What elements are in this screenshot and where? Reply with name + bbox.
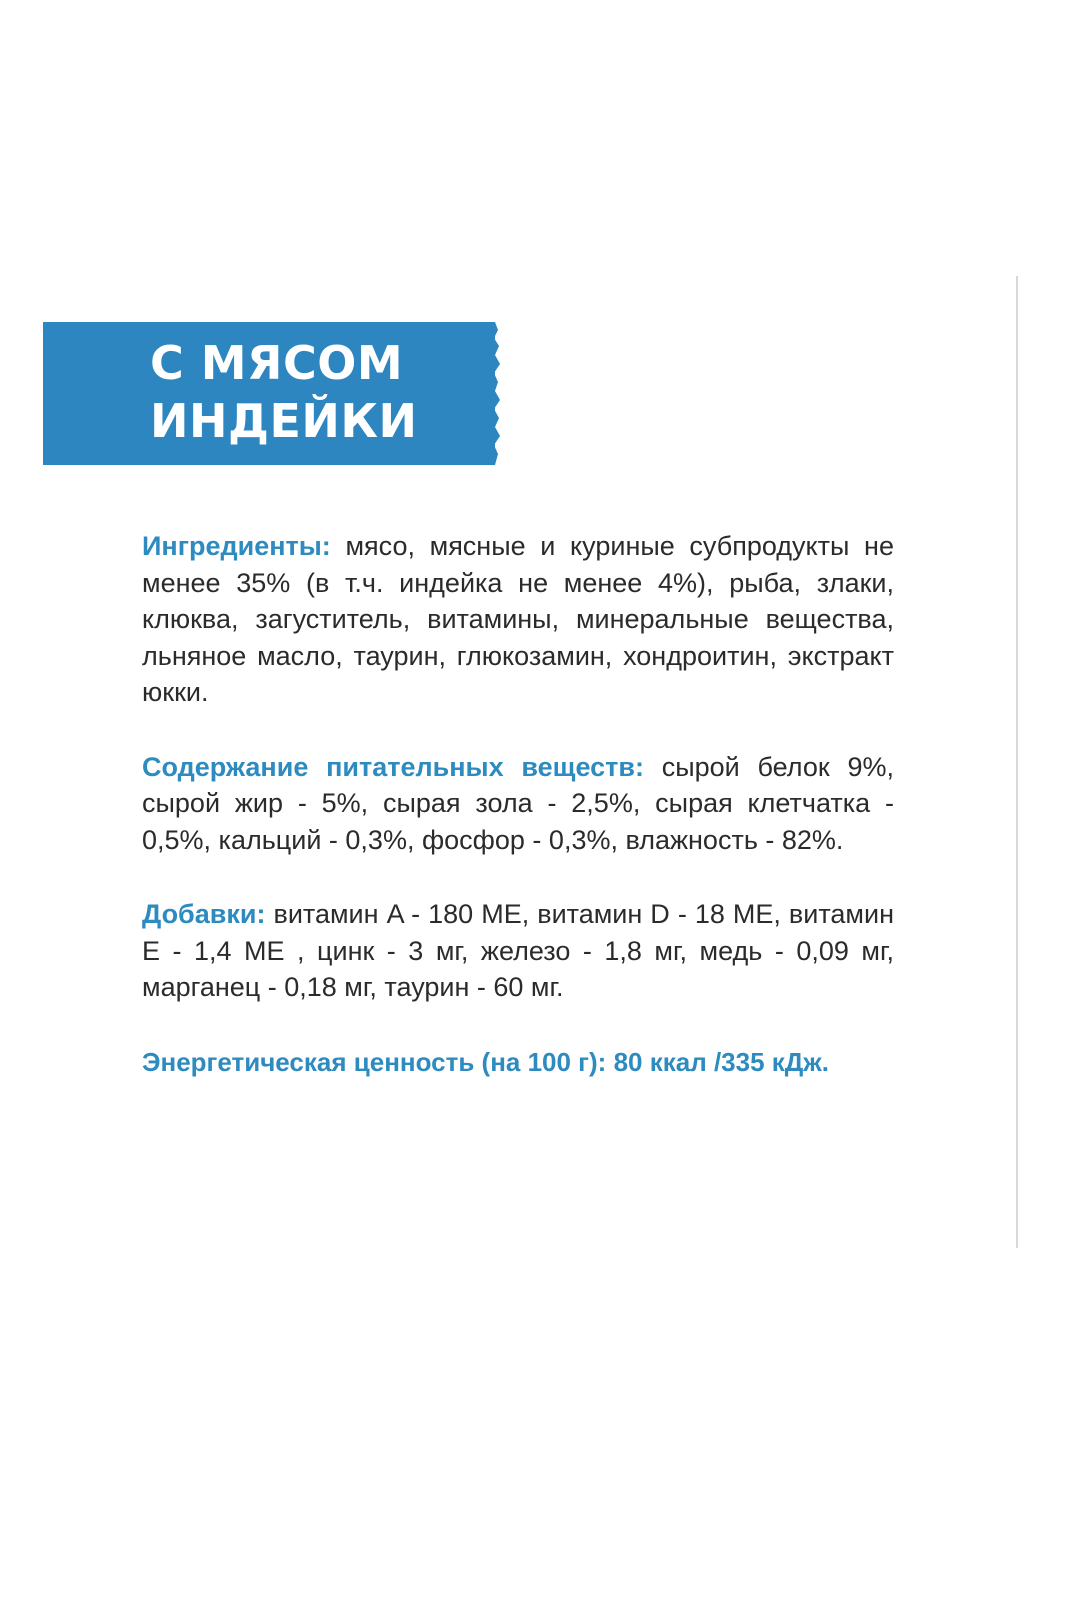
nutrients-label: Содержание питательных веществ: <box>142 751 644 782</box>
nutrients-text: сырой белок 9%, сырой жир - 5%, сырая зола - 2,5%, сырая клетчатка - 0,5%, кальций - 0,3%, фосфор - 0,3%, влажность - 82%. <box>142 751 894 855</box>
additives-paragraph <box>142 896 894 1006</box>
title-line-1: С МЯСОМ <box>150 336 404 390</box>
ingredients-paragraph <box>142 528 894 711</box>
nutrients-paragraph <box>142 749 894 859</box>
additives-label: Добавки: <box>142 899 266 929</box>
ingredients-text: мясо, мясные и куриные субпродукты не менее 35% (в т.ч. индейка не менее 4%), рыба, злаки, клюква, загуститель, витамины, минеральные вещества, льняное масло, таурин, глюкозамин, хондроитин, экстракт юкки. <box>142 531 894 707</box>
torn-edge-decoration <box>489 322 501 465</box>
page-title <box>150 334 417 450</box>
energy-label: Энергетическая ценность (на 100 г): <box>142 1046 607 1077</box>
energy-value-line <box>142 1044 894 1081</box>
product-info <box>142 528 894 1080</box>
page-edge-divider <box>1016 276 1018 1248</box>
title-line-2: ИНДЕЙКИ <box>150 394 418 448</box>
ingredients-label: Ингредиенты: <box>142 531 331 561</box>
additives-text: витамин A - 180 ME, витамин D - 18 ME, витамин E - 1,4 ME , цинк - 3 мг, железо - 1,8 мг, медь - 0,09 мг, марганец - 0,18 мг, таурин - 60 мг. <box>142 899 894 1002</box>
energy-value: 80 ккал /335 кДж. <box>613 1046 829 1077</box>
